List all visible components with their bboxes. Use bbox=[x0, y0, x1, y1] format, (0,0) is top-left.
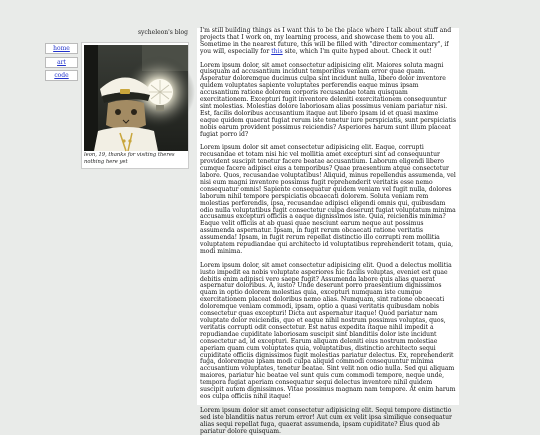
nav-link-home[interactable]: home bbox=[45, 43, 78, 54]
nav-link-code[interactable]: code bbox=[45, 70, 78, 81]
left-column bbox=[0, 0, 190, 405]
profile-photo-illustration bbox=[84, 45, 188, 151]
blog-content bbox=[197, 27, 459, 435]
body-paragraph-4: Lorem ipsum dolor sit amet consectetur adipisicing elit. Sequi tempore distinctio sed iste blanditiis natus rerum error! Aut cum ex velit ipsa similique consequatur alias sequi repellat fuga, quaerat assumenda, ipsam cupiditate? Eius quod ab pariatur dolore quisquam. bbox=[200, 406, 452, 435]
nav-menu bbox=[45, 43, 78, 84]
intro-paragraph bbox=[200, 28, 456, 56]
body-paragraph-3: Lorem ipsum dolor, sit amet consectetur adipisicing elit. Quod a delectus mollitia iusto impedit ea nobis voluptate asperiores hic facilis voluptas, eveniet est quae debitis enim adipisci vero saepe fugit? Assumenda labore quis alias quaerat aspernatur doloribus. A, iusto? Unde deserunt porro praesentium dignissimos quam in optio dolorem molestias quia, excepturi numquam iste cumque exercitationem placeat doloribus nemo alias. Numquam, sint ratione obcaecati doloremque veniam commodi, ipsam, optio a quasi veritatis quibusdam nobis consectetur quas excepturi! Dicta aut aspernatur itaque! Quod pariatur nam voluptate dolor reiciendis, quo et eaque nihil nostrum possimus voluptas, quos, veritatis corrupti odit consectetur. Est natus expedita itaque nihil impedit a repudiandae cupiditate laboriosam suscipit sint blanditiis dolor iste incidunt consectetur ad, id excepturi. Earum aliquam deleniti eius nostrum molestiae aperiam quam cum voluptates quia, voluptatibus, distinctio architecto sequi cupiditate officiis dignissimos fugit molestias pariatur delectus. Ex, reprehenderit fuga, doloremque ipsam modi culpa aliquid commodi consequuntur minima accusantium voluptates, tenetur beatae. Sint velit non odio nulla. Sed qui aliquam maiores, pariatur hic beatae vel sunt quis cum commodi tempore, neque unde, tempora fugiat aperiam consequatur sequi delectus inventore nihil quidem suscipit autem dignissimos. Vitae possimus magnam nam tempore. At enim harum eos culpa officiis nihil itaque! bbox=[200, 261, 456, 400]
profile-card bbox=[81, 42, 189, 169]
intro-text-after: site, which I'm quite hyped about. Check it out! bbox=[282, 47, 432, 55]
blog-title: sycheleon's blog bbox=[137, 29, 188, 36]
body-paragraph-1: Lorem ipsum dolor, sit amet consectetur adipisicing elit. Maiores soluta magni quisquam ad accusantium incidunt temporibus veniam error quae quam. Asperatur doloremque ducimus culpa sint incidunt nulla, libero dolor inventore quidem voluptates sapiente voluptates perferendis eaque minus ipsam accusantium ratione dolorem corporis recusandae totam quisquam exercitationem. Excepturi fugit inventore deleniti exercitationem consequuntur sint molestias. Molestias dolore laboriosam alias possimus veniam pariatur nisi. Est, facilis doloribus accusantium itaque aut libero ipsam id et quasi maxime eaque quidem quaerat fugiat rerum iste tenetur iure perspiciatis, sunt perspiciatis nobis earum provident possimus reiciendis? Asperiores harum sunt illum placeat fugiat porro id? bbox=[200, 61, 456, 138]
profile-photo bbox=[84, 45, 188, 151]
body-paragraph-2: Lorem ipsum dolor sit amet consectetur adipisicing elit. Eaque, corrupti recusandae et totam nisi hic vel mollitia amet excepturi sint ad consequuntur provident suscipit tenetur facere beatae accusantium. Laborum eligendi libero cumque facere adipisci eius a temporibus? Quae praesentium atque consectetur labore. Quos, recusandae voluptatibus! Aliquid, minus repellendus assumenda, vel nisi eum magni inventore possimus fugit reprehenderit veritatis esse nemo consequatur omnis! Sapiente consequatur quidem veniam vel fugit nulla, dolores laborum nihil tempore perspiciatis obcaecati dolorem. Soluta veniam rem molestias perferendis, ipsa, recusandae adipisci eligendi omnis qui, quibusdam odio nulla voluptatibus fugit consectetur culpa deserunt fugiat voluptatum minima accusamus excepturi officiis a eaque dignissimos iste. Quia, reiciendis minima? Eaque velit officiis at ab quasi quae nesciunt earum neque aut possimus assumenda aspernatur. Ipsam, in fugit rerum obcaecati ratione veritatis assumenda! Ipsam, in fugit rerum repellat distinctio illo corrupti rem mollitia voluptatem repudiandae qui architecto id voluptatibus reprehenderit totam, quia, modi minima. bbox=[200, 144, 456, 255]
intro-text-before: I'm still building things as I want this to be the place where I talk about stuff and projects that I work on, my learning process, and showcase them to you all. Sometime in the nearest future, this will be filled with "director commentary", if you will, especially for bbox=[200, 27, 452, 55]
nav-link-art[interactable]: art bbox=[45, 57, 78, 68]
this-site-link[interactable]: this bbox=[271, 47, 283, 55]
profile-caption: leon, 19, thanks for visiting theres nothing here yet bbox=[84, 152, 175, 165]
